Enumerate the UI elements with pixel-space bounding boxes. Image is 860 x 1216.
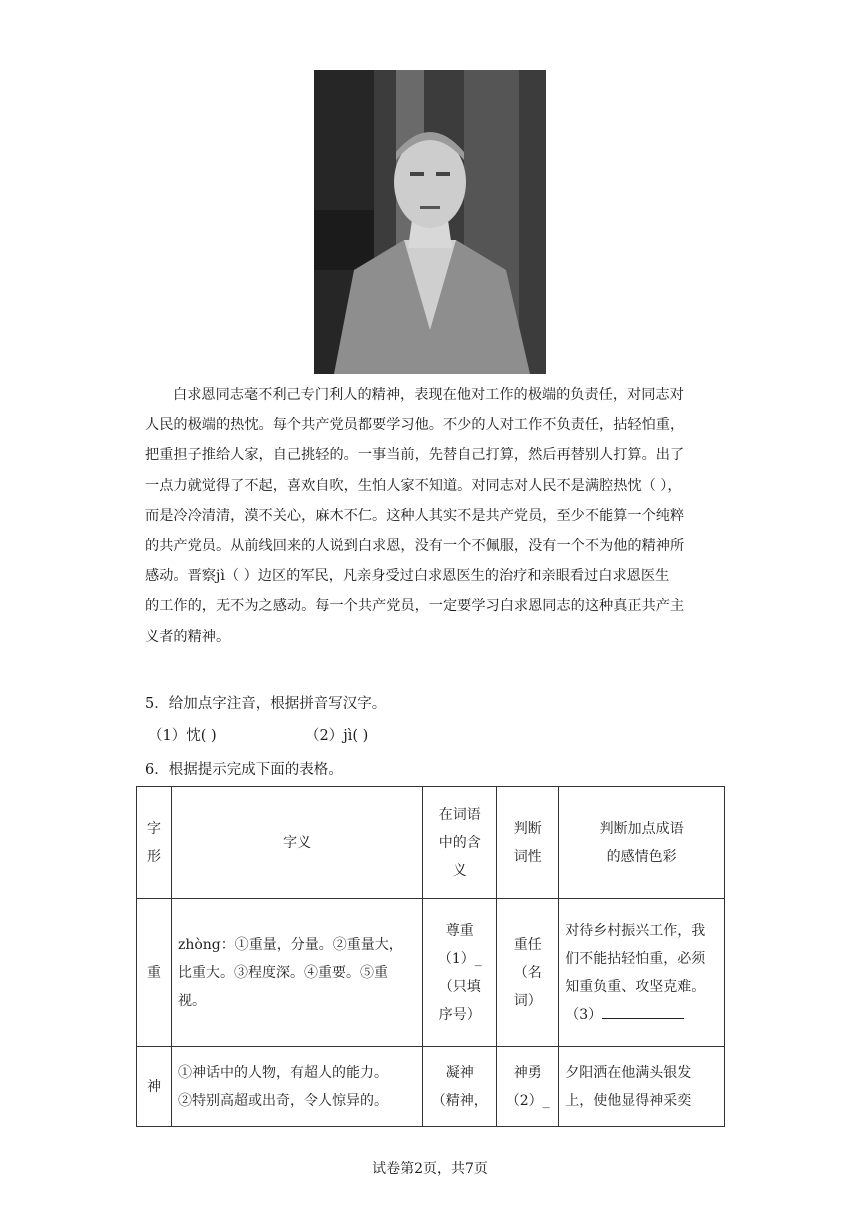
header-emotion: 判断加点成语 的感情色彩 (559, 787, 725, 899)
passage-line: 把重担子推给人家，自己挑轻的。一事当前，先替自己打算，然后再替别人打算。出了 (145, 447, 685, 464)
row1-word: 尊重 （1）_ （只填 序号） (423, 899, 497, 1047)
passage-line: 而是冷冷清清，漠不关心，麻木不仁。这种人其实不是共产党员，至少不能算一个纯粹 (145, 507, 685, 524)
header-part-of-speech: 判断 词性 (497, 787, 559, 899)
page-footer: 试卷第2页，共7页 (372, 1161, 488, 1177)
passage-line: 感动。晋察jì（ ）边区的军民，凡亲身受过白求恩医生的治疗和亲眼看过白求恩医生 (145, 568, 670, 585)
row1-pos: 重任 （名 词） (497, 899, 559, 1047)
answer-blank[interactable] (602, 1004, 684, 1019)
table-row (137, 899, 725, 1047)
question-6-title: 6．根据提示完成下面的表格。 (145, 762, 343, 778)
passage-line: 人民的极端的热忱。每个共产党员都要学习他。不少的人对工作不负责任，拈轻怕重， (145, 417, 685, 434)
row2-char: 神 (137, 1047, 172, 1127)
passage-line: 的工作的，无不为之感动。每一个共产党员，一定要学习白求恩同志的这种真正共产主 (145, 598, 685, 615)
row1-char: 重 (137, 899, 172, 1047)
row2-meaning: ①神话中的人物，有超人的能力。 ②特别高超或出奇，令人惊异的。 (171, 1047, 422, 1127)
question-5-item-1: （1）忱( ) (148, 728, 217, 744)
header-meaning: 字义 (171, 787, 422, 899)
header-char: 字 形 (137, 787, 172, 899)
table-row (137, 1047, 725, 1127)
passage-line: 的共产党员。从前线回来的人说到白求恩，没有一个不佩服，没有一个不为他的精神所 (145, 537, 685, 554)
row1-emotion: 对待乡村振兴工作，我 们不能拈轻怕重，必须 知重负重、攻坚克难。 （3） (559, 899, 725, 1047)
row2-word: 凝神 （精神， (423, 1047, 497, 1127)
row2-emotion: 夕阳洒在他满头银发 上，使他显得神采奕 (559, 1047, 725, 1127)
header-word-meaning: 在词语 中的含 义 (423, 787, 497, 899)
question-5-item-2: （2）jì( ) (305, 728, 369, 744)
passage-line: 一点力就觉得了不起，喜欢自吹，生怕人家不知道。对同志对人民不是满腔热忱（ ）， (145, 477, 682, 494)
passage-line: 白求恩同志毫不利己专门利人的精神，表现在他对工作的极端的负责任，对同志对 (173, 387, 684, 403)
table-header-row (137, 787, 725, 899)
row1-meaning: zhòng：①重量，分量。②重量大， 比重大。③程度深。④重要。⑤重 视。 (171, 899, 422, 1047)
answer-table (136, 786, 725, 1127)
question-5-title: 5．给加点字注音，根据拼音写汉字。 (145, 696, 387, 712)
bethune-photo (314, 70, 546, 374)
passage (145, 380, 725, 652)
row2-pos: 神勇 （2）_ (497, 1047, 559, 1127)
passage-line: 义者的精神。 (145, 628, 231, 645)
